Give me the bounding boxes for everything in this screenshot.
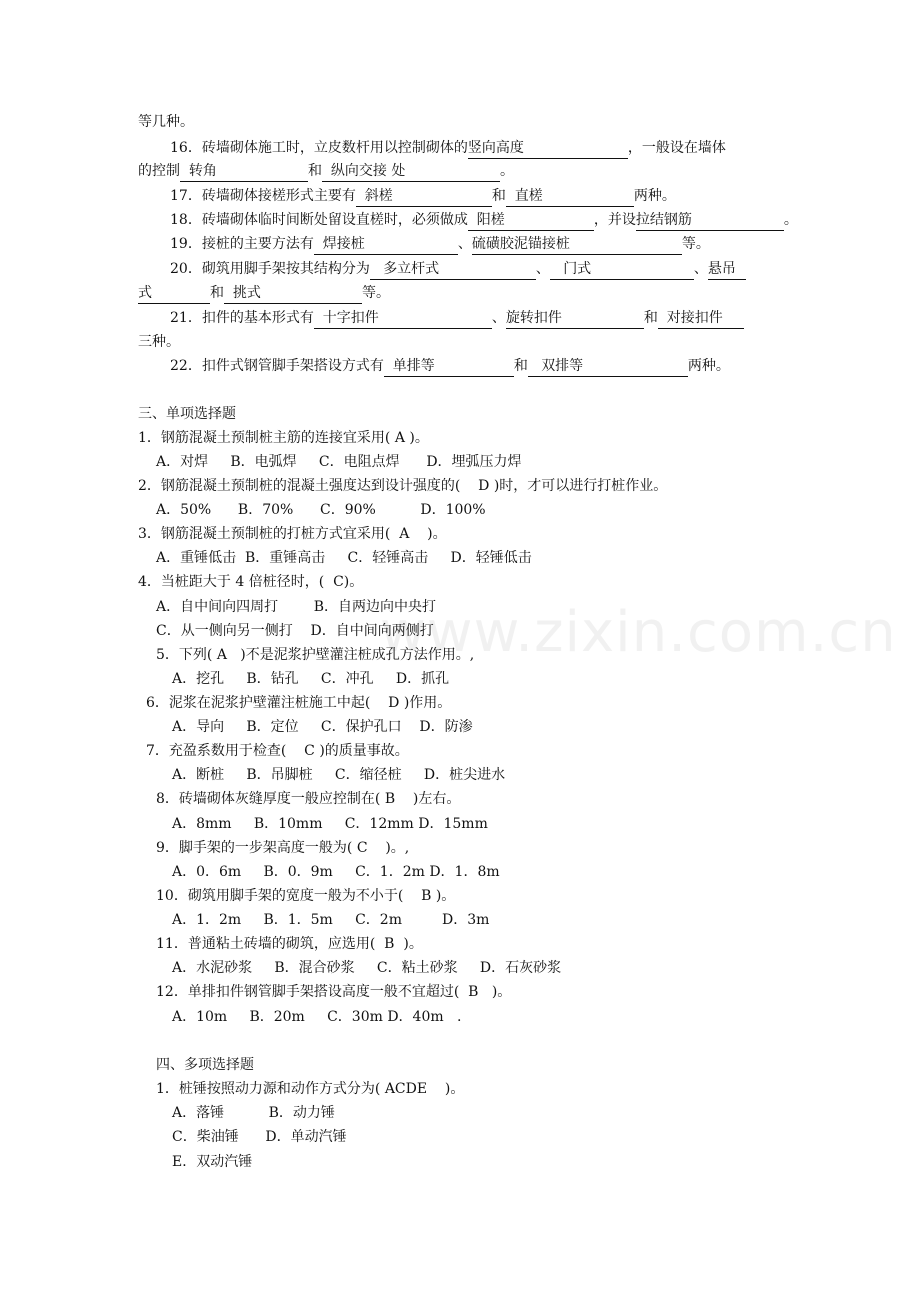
watermark: www.zixin.com.cn — [380, 600, 897, 665]
sc-q4: 4．当桩距大于 4 倍桩径时，( C)。 — [138, 574, 364, 590]
q17-blank-2: 直槎 — [506, 187, 634, 207]
q15-tail: 等几种。 — [138, 114, 194, 130]
single-choice-heading: 三、单项选择题 — [138, 406, 236, 422]
sc-q5-options: A．挖孔 B．钻孔 C．冲孔 D．抓孔 — [172, 671, 450, 687]
q21-blank-1: 十字扣件 — [314, 309, 492, 329]
q21-line2: 三种。 — [138, 334, 180, 350]
mc-q1-options-cd: C．柴油锤 D．单动汽锤 — [172, 1129, 347, 1145]
sc-q7-options: A．断桩 B．吊脚桩 C．缩径桩 D．桩尖进水 — [172, 767, 506, 783]
q20-blank-3a: 悬吊 — [708, 260, 746, 280]
sc-q2-options: A．50% B．70% C．90% D．100% — [156, 502, 486, 518]
q22-blank-2: 双排等 — [528, 357, 688, 377]
mc-q1-options-ab: A．落锤 B．动力锤 — [172, 1105, 335, 1121]
q16-line1: 16．砖墙砌体施工时，立皮数杆用以控制砌体的竖向高度 ，一般设在墙体 — [170, 138, 726, 158]
q20-line2: 式 和 挑式 等。 — [138, 283, 390, 303]
q18-blank-1: 阳槎 — [468, 211, 594, 231]
q19-blank-1: 焊接桩 — [314, 235, 458, 255]
mc-q1: 1．桩锤按照动力源和动作方式分为( ACDE )。 — [156, 1081, 465, 1097]
q21-line1: 21．扣件的基本形式有 十字扣件 、旋转扣件 和 对接扣件 — [170, 308, 744, 328]
q16-blank-2: 转角 — [180, 162, 308, 182]
sc-q12-options: A．10m B．20m C．30m D．40m . — [172, 1009, 462, 1025]
q21-blank-3: 对接扣件 — [658, 309, 744, 329]
q19: 19．接桩的主要方法有 焊接桩 、硫磺胶泥锚接桩 等。 — [170, 234, 710, 254]
mc-q1-options-e: E．双动汽锤 — [172, 1154, 253, 1170]
q17-blank-1: 斜槎 — [356, 187, 492, 207]
sc-q3: 3．钢筋混凝土预制桩的打桩方式宜采用( A )。 — [138, 526, 447, 542]
sc-q5: 5．下列( A )不是泥浆护壁灌注桩成孔方法作用。, — [156, 647, 475, 663]
sc-q8: 8．砖墙砌体灰缝厚度一般应控制在( B )左右。 — [156, 791, 461, 807]
q20-blank-1: 多立杆式 — [370, 260, 536, 280]
sc-q9: 9．脚手架的一步架高度一般为( C )。, — [156, 840, 410, 856]
q20-blank-4: 挑式 — [224, 284, 362, 304]
sc-q9-options: A．0．6m B．0．9m C．1．2m D．1．8m — [172, 864, 500, 880]
q16-line2: 的控制 转角 和 纵向交接 处 。 — [138, 161, 514, 181]
sc-q7: 7．充盈系数用于检查( C )的质量事故。 — [146, 743, 409, 759]
sc-q1: 1．钢筋混凝土预制桩主筋的连接宜采用( A )。 — [138, 430, 429, 446]
sc-q10-options: A．1．2m B．1．5m C．2m D．3m — [172, 912, 490, 928]
sc-q2: 2．钢筋混凝土预制桩的混凝土强度达到设计强度的( D )时，才可以进行打桩作业。 — [138, 478, 668, 494]
q16-blank-3: 纵向交接 处 — [322, 162, 500, 182]
sc-q6: 6．泥浆在泥浆护壁灌注桩施工中起( D )作用。 — [146, 695, 452, 711]
sc-q10: 10．砌筑用脚手架的宽度一般为不小于( B )。 — [156, 888, 456, 904]
sc-q11: 11．普通粘土砖墙的砌筑，应选用( B )。 — [156, 936, 423, 952]
q22-blank-1: 单排等 — [384, 357, 514, 377]
multi-choice-heading: 四、多项选择题 — [156, 1057, 254, 1073]
q18-blank-2: 拉结钢筋 — [636, 211, 784, 231]
sc-q1-options: A．对焊 B．电弧焊 C．电阻点焊 D．埋弧压力焊 — [156, 454, 522, 470]
q21-blank-2: 旋转扣件 — [506, 309, 644, 329]
sc-q4-options-ab: A．自中间向四周打 B．自两边向中央打 — [156, 599, 436, 615]
sc-q4-options-cd: C．从一侧向另一侧打 D．自中间向两侧打 — [156, 623, 434, 639]
sc-q6-options: A．导向 B．定位 C．保护孔口 D．防渗 — [172, 719, 473, 735]
q20-blank-3b: 式 — [138, 284, 210, 304]
sc-q8-options: A．8mm B．10mm C．12mm D．15mm — [172, 816, 488, 832]
q19-blank-2: 硫磺胶泥锚接桩 — [472, 235, 682, 255]
q16-blank-1: 竖向高度 — [468, 139, 628, 159]
q17: 17．砖墙砌体接槎形式主要有 斜槎 和 直槎 两种。 — [170, 186, 676, 206]
q20-blank-2: 门式 — [550, 260, 694, 280]
sc-q3-options: A．重锤低击 B．重锤高击 C．轻锤高击 D．轻锤低击 — [156, 550, 532, 566]
q22: 22．扣件式钢管脚手架搭设方式有 单排等 和 双排等 两种。 — [170, 356, 730, 376]
q18: 18．砖墙砌体临时间断处留设直槎时，必须做成 阳槎 ，并设拉结钢筋 。 — [170, 210, 798, 230]
sc-q11-options: A．水泥砂浆 B．混合砂浆 C．粘土砂浆 D．石灰砂浆 — [172, 960, 562, 976]
sc-q12: 12．单排扣件钢管脚手架搭设高度一般不宜超过( B )。 — [156, 984, 512, 1000]
q20-line1: 20．砌筑用脚手架按其结构分为 多立杆式 、 门式 、悬吊 — [170, 259, 746, 279]
